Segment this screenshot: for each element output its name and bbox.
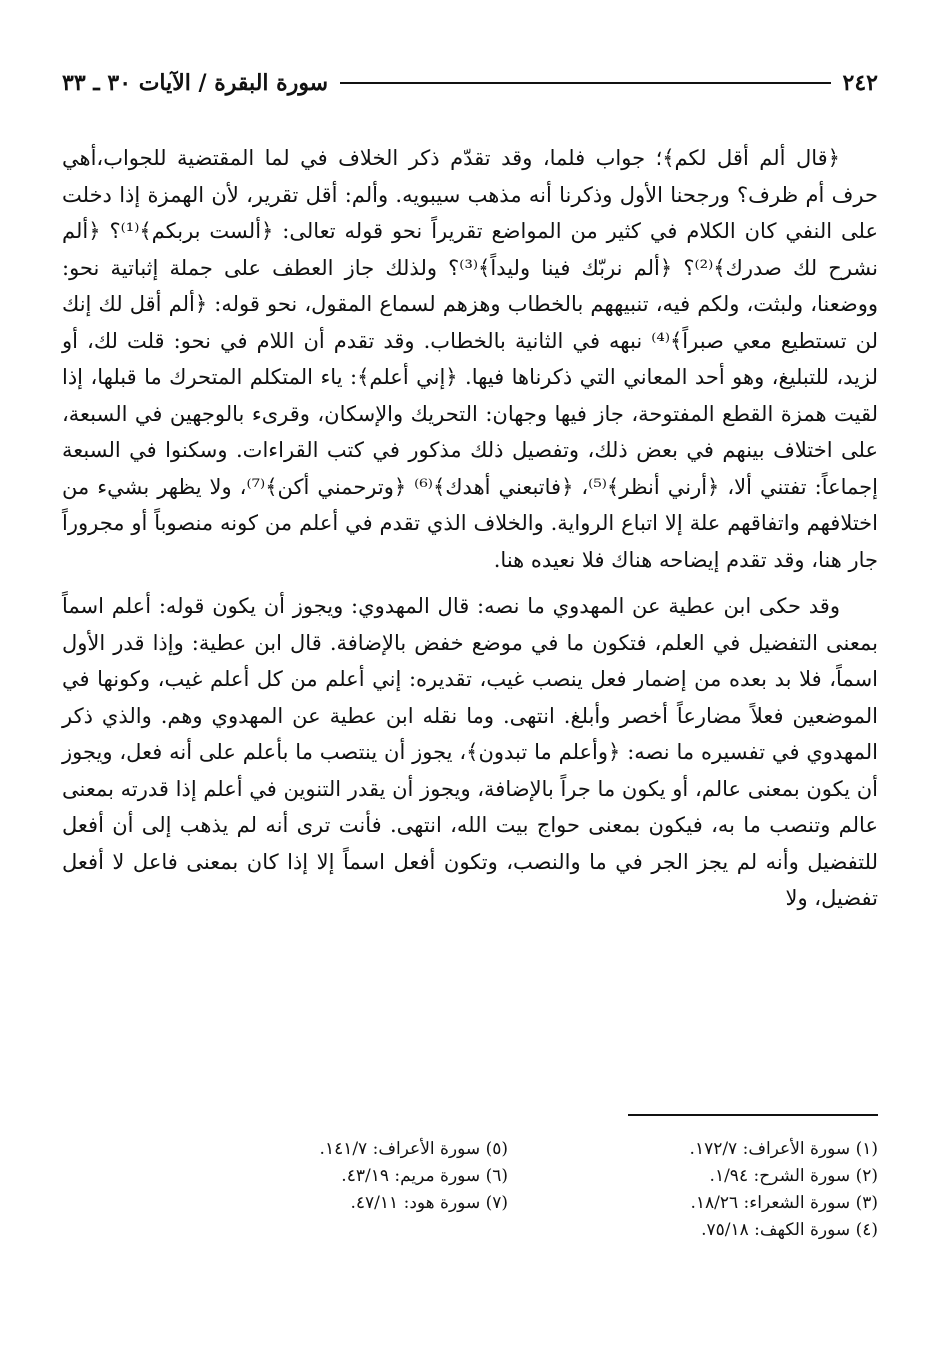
header-rule: [340, 82, 830, 84]
footnote-2: (٢) سورة الشرح: ١/٩٤.: [709, 1166, 878, 1186]
footnote-4: (٤) سورة الكهف: ٧٥/١٨.: [701, 1220, 878, 1240]
page-header: [62, 66, 878, 100]
body-text: [62, 140, 878, 927]
running-title: سورة البقرة / الآيات ٣٠ ـ ٣٣: [62, 70, 329, 96]
paragraph-2: وقد حكى ابن عطية عن المهدوي ما نصه: قال المهدوي: ويجوز أن يكون قوله: أعلم اسماً بمعنى التفضيل في العلم، فتكون ما في موضع خفض بالإضافة. قال ابن عطية: وإذا قدر الأول اسماً، فلا بد بعده من إضمار فعل ينصب غيب، تقديره: إني أعلم من كل أعلم غيب، وكونها في الموضعين فعلاً مضارعاً أخصر وأبلغ. انتهى. وما نقله ابن عطية عن المهدوي وهم. والذي ذكر المهدوي في تفسيره ما نصه: ﴿وأعلم ما تبدون﴾، يجوز أن ينتصب ما بأعلم على أنه فعل، ويجوز أن يكون بمعنى عالم، أو يكون ما جراً بالإضافة، ويجوز أن يقدر التنوين في أعلم إذا قدرته بمعنى عالم وتنصب ما به، فيكون بمعنى حواج بيت الله، انتهى. فأنت ترى أنه لم يذهب إلى أن أفعل للتفضيل وأنه لم يجز الجر في ما والنصب، وتكون أفعل اسماً إلا إذا كان بمعنى فاعل لا أفعل تفضيل، ولا: [62, 594, 878, 910]
footnotes-right-column: [508, 1136, 878, 1244]
paragraph-1: ﴿قال ألم أقل لكم﴾؛ جواب فلما، وقد تقدّم ذكر الخلاف في لما المقتضية للجواب،أهي حرف أم ظرف؟ ورجحنا الأول وذكرنا أنه مذهب سيبويه. وألم: أقل تقرير، لأن الهمزة إذا دخلت على النفي كان الكلام في كثير من المواضع تقريراً نحو قوله تعالى: ﴿ألست بربكم﴾⁽¹⁾؟ ﴿ألم نشرح لك صدرك﴾⁽²⁾؟ ﴿ألم نربّك فينا وليداً﴾⁽³⁾؟ ولذلك جاز العطف على جملة إثباتية نحو: ووضعنا، ولبثت، ولكم فيه، تنبيههم بالخطاب وهزهم لسماع المقول، نحو قوله: ﴿ألم أقل لك إنك لن تستطيع معي صبراً﴾⁽⁴⁾ نبهه في الثانية بالخطاب. وقد تقدم أن اللام في نحو: قلت لك، أو لزيد، للتبليغ، وهو أحد المعاني التي ذكرناها فيها. ﴿إني أعلم﴾: ياء المتكلم المتحرك ما قبلها، إذا لقيت همزة القطع المفتوحة، جاز فيها وجهان: التحريك والإسكان، وقرىء بالوجهين في السبعة، على اختلاف بينهم في بعض ذلك، وتفصيل ذلك مذكور في كتب القراءات. وسكنوا في السبعة إجماعاً: تفتني ألا، ﴿أرني أنظر﴾⁽⁵⁾، ﴿فاتبعني أهدك﴾⁽⁶⁾ ﴿وترحمني أكن﴾⁽⁷⁾، ولا يظهر بشيء من اختلافهم واتفاقهم علة إلا اتباع الرواية. والخلاف الذي تقدم في أعلم من كونه منصوباً أو مجروراً جار هنا، وقد تقدم إيضاحه هناك فلا نعيده هنا.: [62, 146, 879, 572]
footnote-5: (٥) سورة الأعراف: ١٤١/٧.: [319, 1139, 508, 1159]
footnotes: [62, 1136, 878, 1244]
footnote-6: (٦) سورة مريم: ٤٣/١٩.: [341, 1166, 508, 1186]
footnote-7: (٧) سورة هود: ٤٧/١١.: [350, 1193, 508, 1213]
footnote-3: (٣) سورة الشعراء: ١٨/٢٦.: [690, 1193, 878, 1213]
footnote-1: (١) سورة الأعراف: ١٧٢/٧.: [689, 1139, 878, 1159]
footnote-separator: [628, 1114, 878, 1116]
footnotes-left-column: [208, 1136, 508, 1244]
page-number: ٢٤٢: [842, 70, 878, 96]
